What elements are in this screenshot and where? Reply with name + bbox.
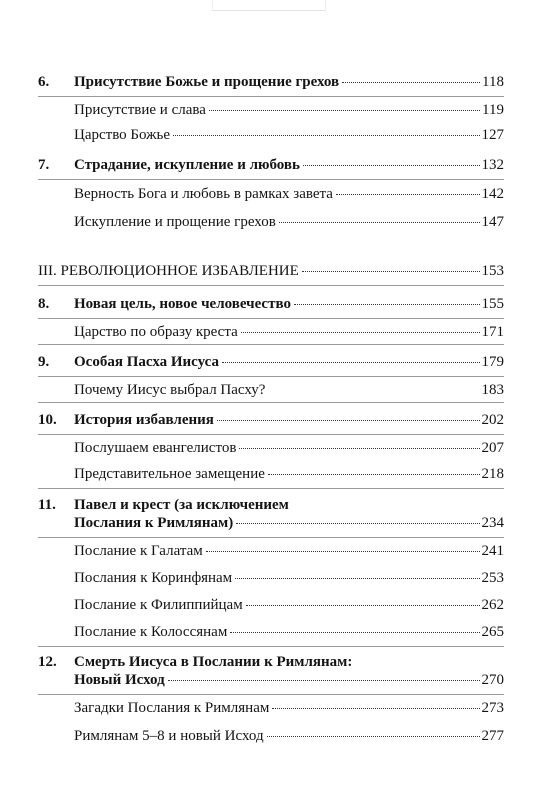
- dot-leader: [294, 304, 480, 305]
- dot-leader: [268, 390, 479, 391]
- chapter-title-line-1: Павел и крест (за исключением: [74, 497, 289, 513]
- page-number: 265: [481, 624, 504, 640]
- page-number: 218: [481, 466, 504, 482]
- page-number: 273: [481, 700, 504, 716]
- page-number: 153: [481, 263, 504, 279]
- entry-divider: [38, 344, 504, 345]
- page-number: 253: [481, 570, 504, 586]
- dot-leader: [235, 578, 479, 579]
- part-title: III. РЕВОЛЮЦИОННОЕ ИЗБАВЛЕНИЕ: [38, 263, 299, 279]
- chapter-number: 12.: [38, 654, 57, 670]
- dot-leader: [168, 680, 480, 681]
- dot-leader: [206, 551, 480, 552]
- section-title: Почему Иисус выбрал Пасху?: [74, 382, 266, 398]
- page-number: 119: [482, 102, 504, 118]
- dot-leader: [241, 332, 480, 333]
- chapter-number: 8.: [38, 296, 50, 312]
- dot-leader: [303, 165, 480, 166]
- page-number: 118: [482, 74, 504, 90]
- entry-divider: [38, 318, 504, 319]
- dot-leader: [302, 271, 480, 272]
- chapter-number: 9.: [38, 354, 50, 370]
- page-number: 142: [481, 186, 504, 202]
- chapter-title: Послания к Римлянам): [74, 515, 234, 531]
- page-number: 179: [481, 354, 504, 370]
- section-title: Присутствие и слава: [74, 102, 206, 118]
- entry-divider: [38, 488, 504, 489]
- section-title: Загадки Послания к Римлянам: [74, 700, 270, 716]
- entry-divider: [38, 537, 504, 538]
- dot-leader: [336, 194, 480, 195]
- section-title: Царство Божье: [74, 127, 171, 143]
- entry-divider: [38, 179, 504, 180]
- page-number: 155: [481, 296, 504, 312]
- page-number: 207: [481, 440, 504, 456]
- page-number: 262: [481, 597, 504, 613]
- chapter-number: 10.: [38, 412, 57, 428]
- page-number: 147: [481, 214, 504, 230]
- page-number: 183: [481, 382, 504, 398]
- dot-leader: [246, 605, 480, 606]
- dot-leader: [239, 448, 479, 449]
- chapter-number: 7.: [38, 157, 50, 173]
- entry-divider: [38, 285, 504, 286]
- chapter-title: Новая цель, новое человечество: [74, 296, 291, 312]
- chapter-title: Особая Пасха Иисуса: [74, 354, 220, 370]
- section-title: Послушаем евангелистов: [74, 440, 237, 456]
- dot-leader: [268, 474, 480, 475]
- entry-divider: [38, 376, 504, 377]
- dot-leader: [222, 362, 479, 363]
- chapter-number: 11.: [38, 497, 56, 513]
- dot-leader: [342, 82, 480, 83]
- dot-leader: [236, 523, 479, 524]
- chapter-title: Новый Исход: [74, 672, 165, 688]
- section-title: Искупление и прощение грехов: [74, 214, 276, 230]
- dot-leader: [267, 736, 480, 737]
- page-number: 127: [481, 127, 504, 143]
- section-title: Верность Бога и любовь в рамках завета: [74, 186, 333, 202]
- page-number: 202: [481, 412, 504, 428]
- dot-leader: [279, 222, 480, 223]
- page-number: 234: [481, 515, 504, 531]
- entry-divider: [38, 646, 504, 647]
- section-title: Послание к Филиппийцам: [74, 597, 243, 613]
- section-title: Римлянам 5–8 и новый Исход: [74, 728, 264, 744]
- entry-divider: [38, 694, 504, 695]
- chapter-title: История избавления: [74, 412, 214, 428]
- page-number: 277: [481, 728, 504, 744]
- page-number: 132: [481, 157, 504, 173]
- dot-leader: [230, 632, 479, 633]
- dot-leader: [209, 110, 480, 111]
- chapter-title: Присутствие Божье и прощение грехов: [74, 74, 340, 90]
- section-title: Представительное замещение: [74, 466, 265, 482]
- entry-divider: [38, 434, 504, 435]
- entry-divider: [38, 402, 504, 403]
- page-top-decoration: [212, 0, 326, 11]
- chapter-title-line-1: Смерть Иисуса в Послании к Римлянам:: [74, 654, 353, 670]
- page-number: 270: [481, 672, 504, 688]
- dot-leader: [217, 420, 480, 421]
- section-title: Царство по образу креста: [74, 324, 238, 340]
- entry-divider: [38, 96, 504, 97]
- dot-leader: [173, 135, 479, 136]
- section-title: Послания к Коринфянам: [74, 570, 233, 586]
- chapter-number: 6.: [38, 74, 50, 90]
- dot-leader: [272, 708, 479, 709]
- page-number: 171: [481, 324, 504, 340]
- chapter-title: Страдание, искупление и любовь: [74, 157, 300, 173]
- page-number: 241: [481, 543, 504, 559]
- section-title: Послание к Галатам: [74, 543, 203, 559]
- section-title: Послание к Колоссянам: [74, 624, 228, 640]
